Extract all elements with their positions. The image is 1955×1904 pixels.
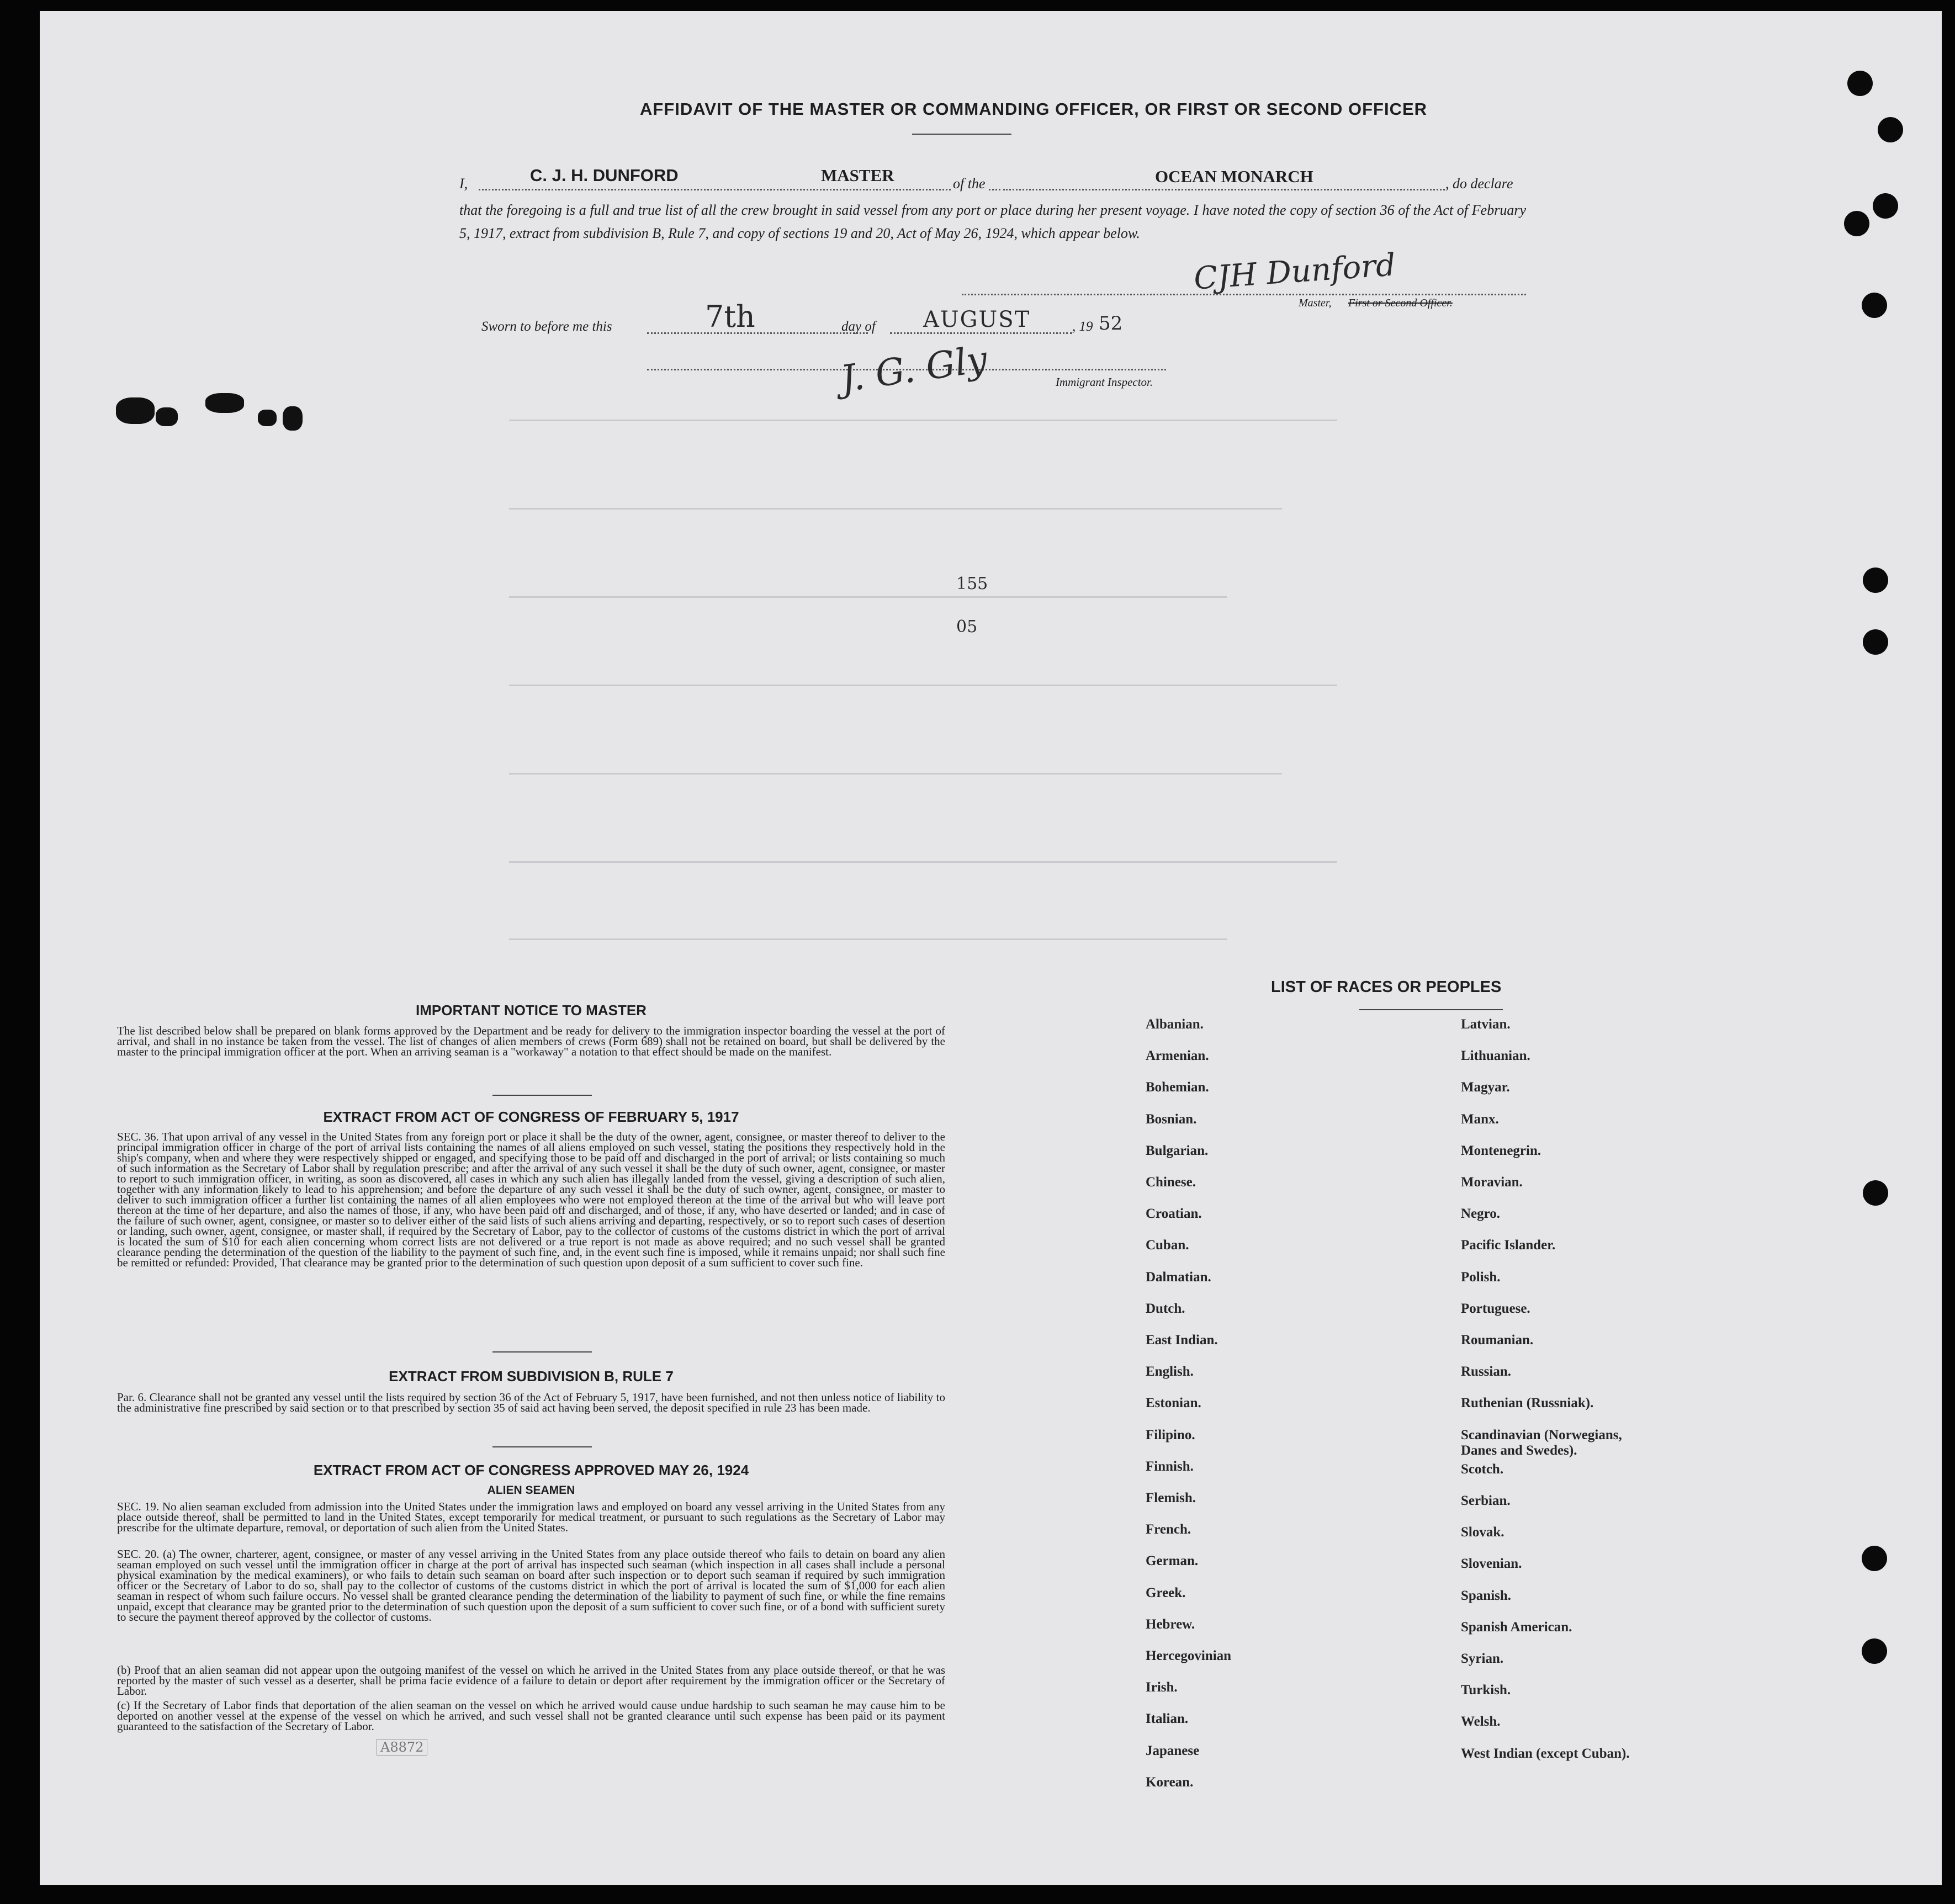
- of-the-label: of the: [951, 176, 988, 192]
- race-item: Korean.: [1146, 1775, 1194, 1790]
- binder-hole: [1878, 117, 1903, 142]
- race-item: West Indian (except Cuban).: [1461, 1746, 1630, 1761]
- signer-label: Master,: [1299, 297, 1332, 309]
- extract-1924-sec20a: SEC. 20. (a) The owner, charterer, agent, consignee, or master of any vessel arriving in the United States from any place outside thereof who fails to detain on board any alien seaman employed on such vessel until the immigration officer in charge at the port of arrival has inspected such seaman (which inspection in all cases shall include a personal physical examination by the medical examiners), or who fails to detain such seaman on board after such inspection or to deport such seaman if required by such immigration officer or the Secretary of Labor to do so, shall pay to the collector of customs of the customs district in which the port of arrival is located the sum of $1,000 for each alien seaman in respect of whom such failure occurs. No vessel shall be granted clearance pending the determination of the liability to payment of such fine, or while the fine remains unpaid, except that clearance may be granted prior to the determination of such question upon the deposit of a sum sufficient to cover such fine, or of a bond with sufficient surety to secure the payment thereof approved by the collector of customs.: [117, 1547, 945, 1624]
- race-item: Slovenian.: [1461, 1556, 1522, 1571]
- extract-rule7-title: EXTRACT FROM SUBDIVISION B, RULE 7: [389, 1368, 674, 1385]
- race-item: Russian.: [1461, 1364, 1512, 1379]
- race-item: Ruthenian (Russniak).: [1461, 1396, 1594, 1410]
- binder-hole: [1863, 568, 1888, 593]
- race-item: Estonian.: [1146, 1396, 1201, 1410]
- race-item: East Indian.: [1146, 1333, 1218, 1348]
- race-item: Hercegovinian: [1146, 1648, 1232, 1663]
- ink-smudge: [258, 410, 277, 426]
- race-item: Scotch.: [1461, 1462, 1504, 1477]
- ink-smudge: [205, 393, 244, 413]
- fill-line: [647, 332, 868, 334]
- inspector-signature: J. G. Gly: [838, 337, 990, 401]
- extract-1917-title: EXTRACT FROM ACT OF CONGRESS OF FEBRUARY 5, 1917: [323, 1109, 739, 1125]
- race-item: German.: [1146, 1553, 1199, 1568]
- bleed-through-line: [509, 861, 1337, 863]
- do-declare-label: , do declare: [1445, 176, 1513, 192]
- bleed-through-line: [509, 938, 1227, 940]
- race-item: Bosnian.: [1146, 1112, 1197, 1127]
- races-title: LIST OF RACES OR PEOPLES: [1271, 978, 1502, 996]
- extract-1924-sec19: SEC. 19. No alien seaman excluded from admission into the United States under the immigration laws and employed on board any vessel arriving in the United States from any place outside thereof, shall be permitted to land in the United States, except temporarily for medical treatment, or pursuant to such regulations as the Secretary of Labor may prescribe for the ultimate departure, removal, or deportation of such alien from the United States.: [117, 1500, 945, 1534]
- declarant-prefix: I,: [459, 176, 468, 192]
- binder-hole: [1873, 193, 1898, 219]
- race-item: Negro.: [1461, 1206, 1501, 1221]
- race-item: Scandinavian (Norwegians, Danes and Swedes).: [1461, 1428, 1622, 1458]
- race-item: Irish.: [1146, 1680, 1178, 1695]
- race-item: Moravian.: [1461, 1175, 1523, 1190]
- race-item: Albanian.: [1146, 1017, 1204, 1032]
- binder-hole: [1862, 293, 1887, 318]
- race-item: Spanish.: [1461, 1588, 1512, 1603]
- binder-hole: [1847, 71, 1873, 96]
- section-divider: [492, 1446, 592, 1447]
- margin-note: 05: [956, 617, 978, 637]
- section-divider: [492, 1351, 592, 1353]
- signer-struck-label: First or Second Officer.: [1348, 297, 1453, 309]
- race-item: Syrian.: [1461, 1651, 1504, 1666]
- race-item: Latvian.: [1461, 1017, 1511, 1032]
- binder-hole: [1863, 629, 1888, 655]
- ink-smudge: [283, 406, 303, 431]
- race-item: Croatian.: [1146, 1206, 1202, 1221]
- race-item: English.: [1146, 1364, 1194, 1379]
- race-item: Magyar.: [1461, 1080, 1510, 1095]
- sworn-month: AUGUST: [923, 307, 1031, 332]
- extract-rule7-body: Par. 6. Clearance shall not be granted any vessel until the lists required by section 36 of the Act of February 5, 1917, have been furnished, and not then unless notice of liability to the administrative fine prescribed by said section or to that prescribed by section 35 of said act having been served, the deposit specified in rule 23 has been made.: [117, 1391, 945, 1414]
- signature-line: [962, 294, 1526, 295]
- inspector-label: Immigrant Inspector.: [1056, 375, 1153, 389]
- race-item: Hebrew.: [1146, 1617, 1195, 1632]
- sworn-day: 7th: [705, 299, 755, 334]
- title-divider: [912, 134, 1011, 135]
- race-item: Spanish American.: [1461, 1620, 1572, 1635]
- binder-hole: [1844, 211, 1869, 236]
- ink-smudge: [116, 397, 155, 424]
- race-item: Japanese: [1146, 1743, 1200, 1758]
- bleed-through-line: [509, 773, 1282, 775]
- race-item: Turkish.: [1461, 1683, 1511, 1698]
- races-divider: [1359, 1009, 1503, 1010]
- bleed-through-line: [509, 508, 1282, 510]
- race-item: Welsh.: [1461, 1714, 1501, 1729]
- affidavit-body: that the foregoing is a full and true list of all the crew brought in said vessel from any port or place during her present voyage. I have noted the copy of section 36 of the Act of February 5, 1917, extract from subdivision B, Rule 7, and copy of sections 19 and 20, Act of May 26, 1924, which appear below.: [459, 202, 1526, 241]
- race-item: Bohemian.: [1146, 1080, 1209, 1095]
- fill-line: [1003, 189, 1445, 190]
- margin-note: 155: [956, 574, 988, 593]
- race-item: Italian.: [1146, 1711, 1189, 1726]
- vessel-name: OCEAN MONARCH: [1155, 167, 1313, 186]
- race-item: Cuban.: [1146, 1238, 1189, 1253]
- master-name: C. J. H. DUNFORD: [530, 166, 679, 185]
- master-rank: MASTER: [821, 166, 894, 185]
- binder-hole: [1862, 1546, 1887, 1571]
- race-item: French.: [1146, 1522, 1191, 1537]
- sworn-label: Sworn to before me this: [481, 319, 612, 334]
- bleed-through-line: [509, 596, 1227, 598]
- race-item: Dalmatian.: [1146, 1270, 1211, 1285]
- archive-stamp: A8872: [377, 1739, 427, 1756]
- notice-title: IMPORTANT NOTICE TO MASTER: [416, 1002, 647, 1019]
- binder-hole: [1863, 1180, 1888, 1206]
- master-signature: CJH Dunford: [1193, 247, 1397, 297]
- race-item: Manx.: [1461, 1112, 1499, 1127]
- race-item: Polish.: [1461, 1270, 1501, 1285]
- race-item: Dutch.: [1146, 1301, 1185, 1316]
- extract-1924-title: EXTRACT FROM ACT OF CONGRESS APPROVED MAY 26, 1924: [313, 1462, 749, 1478]
- race-item: Pacific Islander.: [1461, 1238, 1556, 1253]
- day-of-label: day of: [841, 319, 876, 334]
- race-item: Greek.: [1146, 1585, 1186, 1600]
- affidavit-title: AFFIDAVIT OF THE MASTER OR COMMANDING OFFICER, OR FIRST OR SECOND OFFICER: [639, 99, 1428, 119]
- race-item: Filipino.: [1146, 1428, 1195, 1442]
- race-item: Finnish.: [1146, 1459, 1194, 1474]
- year-prefix: , 19: [1072, 319, 1093, 334]
- fill-line: [479, 189, 1000, 190]
- race-item: Chinese.: [1146, 1175, 1196, 1190]
- race-item: Montenegrin.: [1461, 1143, 1541, 1158]
- race-item: Slovak.: [1461, 1525, 1504, 1540]
- race-item: Portuguese.: [1461, 1301, 1530, 1316]
- bleed-through-line: [509, 685, 1337, 686]
- sworn-year: 52: [1099, 312, 1123, 335]
- extract-1917-body: SEC. 36. That upon arrival of any vessel in the United States from any foreign port or place it shall be the duty of the owner, agent, consignee, or master thereof to deliver to the principal immigration officer in charge of the port of arrival lists containing the names of all aliens employed on such vessel, stating the positions they respectively hold in the ship's company, when and where they were respectively shipped or engaged, and specifying those to be paid off and discharged in the port of arrival; or lists containing so much of such information as the Secretary of Labor shall by regulation prescribe; and after the arrival of any such vessel it shall be the duty of such owner, agent, consignee, or master to report to such immigration officer, in writing, as soon as discovered, all cases in which any such alien has illegally landed from the vessel, giving a description of such alien, together with any information likely to lead to his apprehension; and before the departure of any such vessel it shall be the duty of such owner, agent, consignee, or master to deliver to such immigration officer a further list containing the names of all alien employees who were not employed thereon at the time of the arrival but who will leave port thereon at the time of her departure, and also the names of those, if any, who have been paid off and discharged, and of those, if any, who have deserted or landed; and in case of the failure of such owner, agent, consignee, or master so to deliver either of the said lists of such aliens arriving and departing, respectively, or so to report such cases of desertion or landing, such owner, agent, consignee, or master shall, if required by the Secretary of Labor, pay to the collector of customs of the customs district in which the port of arrival is located the sum of $10 for each alien concerning whom correct lists are not delivered or a true report is not made as above required; and no such vessel shall be granted clearance pending the determination of the question of the liability to the payment of such fine, and, in the event such fine is imposed, while it remains unpaid; nor shall such fine be remitted or refunded: Provided, That clearance may be granted prior to the determination of such question upon deposit of a sum sufficient to cover such fine.: [117, 1130, 945, 1269]
- race-item: Bulgarian.: [1146, 1143, 1209, 1158]
- section-divider: [492, 1095, 592, 1096]
- extract-1924-sec20c: (c) If the Secretary of Labor finds that deportation of the alien seaman on the vessel on which he arrived would cause undue hardship to such seaman he may cause him to be deported on another vessel at the expense of the vessel on which he arrived, and such vessel shall not be granted clearance until such expense has been paid or its payment guaranteed to the satisfaction of the Secretary of Labor.: [117, 1699, 945, 1733]
- race-item: Serbian.: [1461, 1493, 1511, 1508]
- notice-body: The list described below shall be prepared on blank forms approved by the Department and be ready for delivery to the immigration inspector boarding the vessel at the port of arrival, and shall in no instance be taken from the vessel. The list of changes of alien members of crews (Form 689) shall not be retained on board, but shall be delivered by the master to the principal immigration officer at the port. When an arriving seaman is a "workaway" a notation to that effect should be made on the manifest.: [117, 1024, 945, 1058]
- binder-hole: [1862, 1638, 1887, 1664]
- race-item: Armenian.: [1146, 1048, 1209, 1063]
- ink-smudge: [156, 407, 178, 426]
- race-item: Lithuanian.: [1461, 1048, 1530, 1063]
- fill-line: [890, 332, 1072, 334]
- extract-1924-subtitle: ALIEN SEAMEN: [487, 1484, 575, 1497]
- race-item: Roumanian.: [1461, 1333, 1534, 1348]
- extract-1924-sec20b: (b) Proof that an alien seaman did not appear upon the outgoing manifest of the vessel on which he arrived in the United States from any place outside thereof, or that he was reported by the master of such vessel as a deserter, shall be prima facie evidence of a failure to detain or deport after requirement by the immigration officer or the Secretary of Labor.: [117, 1663, 945, 1698]
- document-page: [40, 11, 1942, 1885]
- race-item: Flemish.: [1146, 1491, 1196, 1505]
- bleed-through-line: [509, 420, 1337, 421]
